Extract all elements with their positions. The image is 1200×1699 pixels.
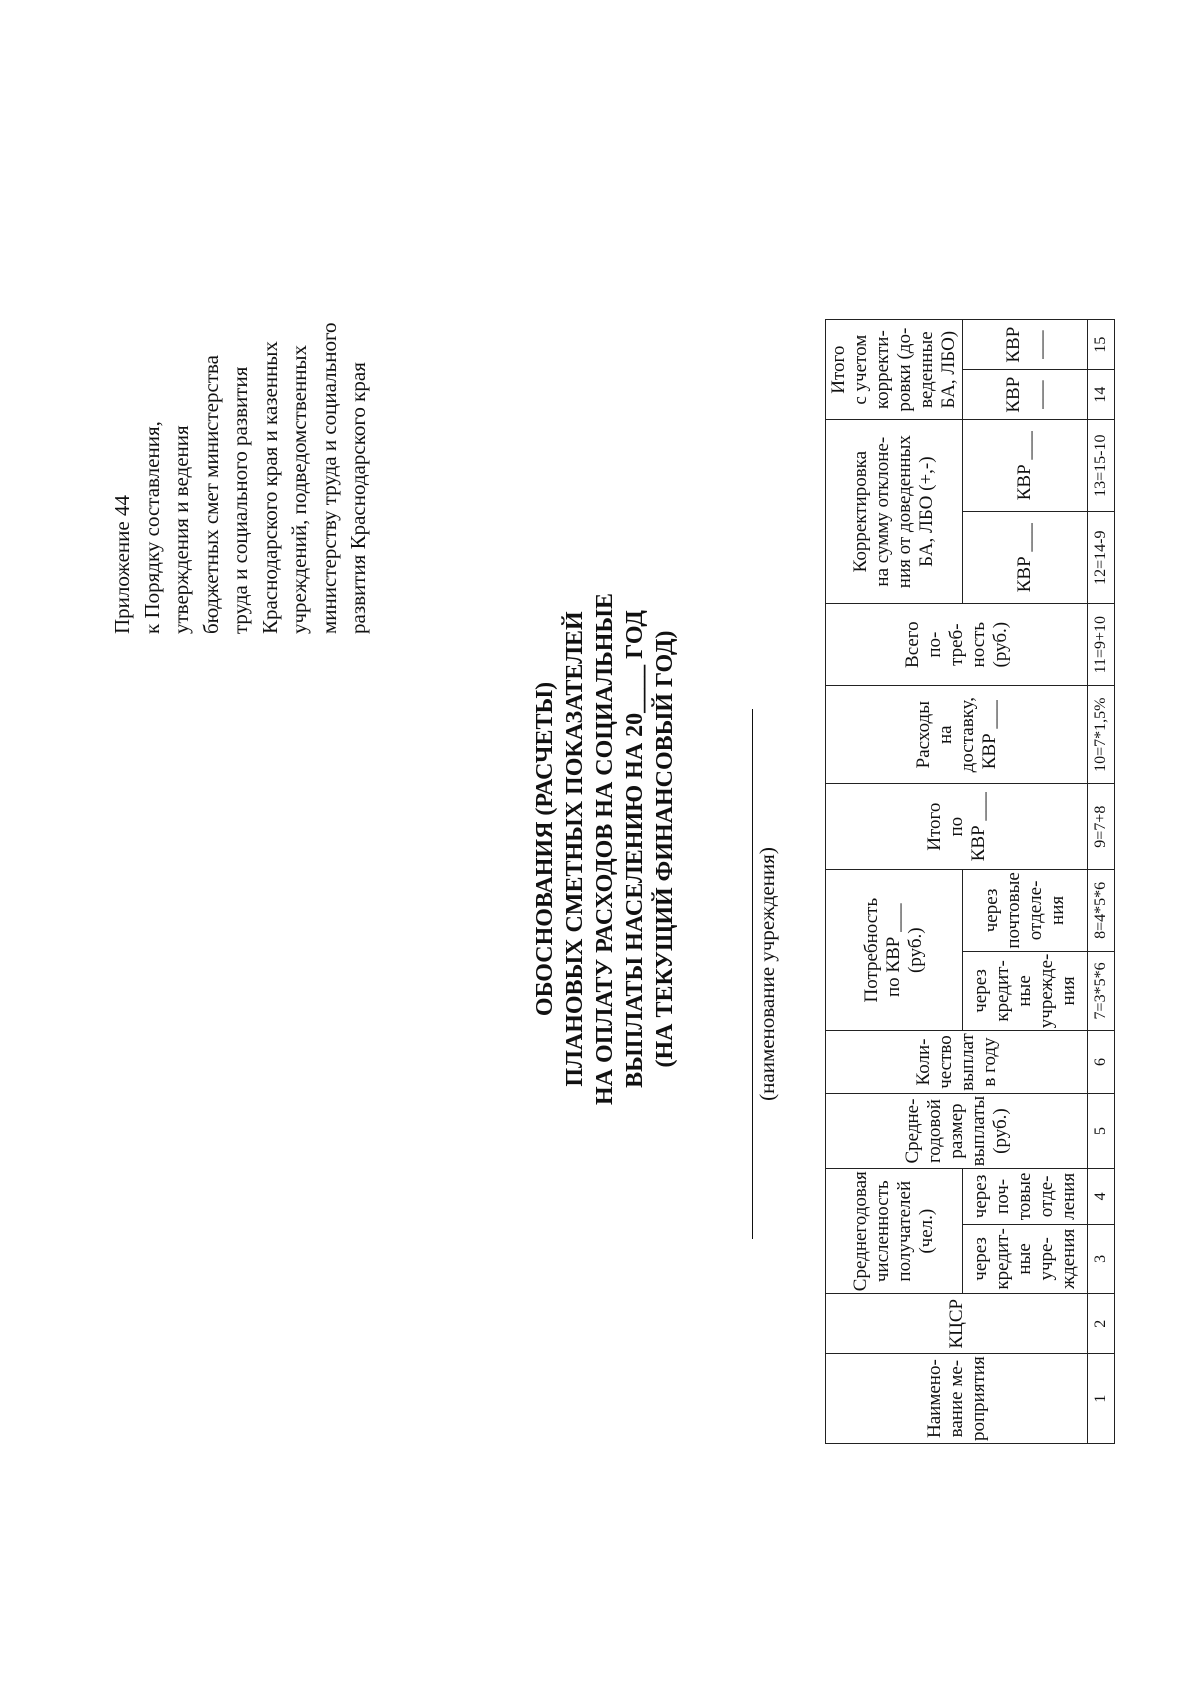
header-total-need: Всего по- треб- ность (руб.) — [826, 604, 1088, 686]
header-correction: Корректировка на сумму отклоне- ния от доведенных БА, ЛБО (+,-) — [826, 420, 963, 604]
appendix-note — [108, 164, 374, 634]
column-number: 10=7*1,5% — [1088, 686, 1115, 784]
column-number: 3 — [1088, 1224, 1115, 1294]
header-delivery-costs: Расходы на доставку, КВР ___ — [826, 686, 1088, 784]
header-need: Потребность по КВР ___ (руб.) — [826, 870, 963, 1031]
title-line: (НА ТЕКУЩИЙ ФИНАНСОВЫЙ ГОД) — [652, 630, 678, 1068]
institution-caption: (наименование учреждения) — [755, 847, 779, 1101]
appendix-line: учреждений, подведомственных — [287, 344, 311, 634]
column-number: 4 — [1088, 1169, 1115, 1224]
header-final-total: Итого с учетом корректи- ровки (до- веденные БА, ЛБО) — [826, 320, 963, 420]
header-need-post: через почтовые отделе- ния — [963, 870, 1088, 951]
header-avg-recipients: Среднегодовая численность получателей (чел.) — [826, 1169, 963, 1294]
header-need-credit: через кредит- ные учрежде- ния — [963, 951, 1088, 1031]
column-number: 11=9+10 — [1088, 604, 1115, 686]
header-correction-kvr-b: КВР ___ — [963, 420, 1088, 512]
header-correction-kvr-a: КВР ___ — [963, 512, 1088, 604]
header-final-kvr-a: КВР ___ — [963, 370, 1088, 420]
appendix-line: утверждения и ведения — [169, 425, 193, 634]
appendix-line: развития Краснодарского края — [346, 362, 370, 634]
column-number: 2 — [1088, 1294, 1115, 1354]
document-title — [530, 399, 680, 1299]
calculation-table — [825, 319, 1115, 1444]
header-final-kvr-b: КВР ___ — [963, 320, 1088, 370]
institution-name-line — [752, 709, 753, 1239]
header-avg-payment-size: Средне- годовой размер выплаты (руб.) — [826, 1093, 1088, 1168]
header-event-name: Наимено- вание ме- роприятия — [826, 1354, 1088, 1444]
appendix-line: Приложение 44 — [110, 495, 134, 634]
appendix-line: к Порядку составления, — [139, 421, 164, 634]
column-number: 8=4*5*6 — [1088, 870, 1115, 951]
header-recipients-post: через поч- товые отде- ления — [963, 1169, 1088, 1224]
header-kcsr: КЦСР — [826, 1294, 1088, 1354]
column-number: 12=14-9 — [1088, 512, 1115, 604]
column-number: 14 — [1088, 370, 1115, 420]
appendix-line: Краснодарского края и казенных — [257, 341, 282, 634]
title-line: НА ОПЛАТУ РАСХОДОВ НА СОЦИАЛЬНЫЕ — [592, 593, 618, 1105]
column-number: 1 — [1088, 1354, 1115, 1444]
title-line: ВЫПЛАТЫ НАСЕЛЕНИЮ НА 20____ ГОД — [622, 610, 648, 1088]
header-total-kvr: Итого по КВР ___ — [826, 784, 1088, 870]
header-payments-per-year: Коли- чество выплат в году — [826, 1031, 1088, 1094]
column-number: 7=3*5*6 — [1088, 951, 1115, 1031]
title-line: ОБОСНОВАНИЯ (РАСЧЕТЫ) — [532, 681, 558, 1017]
title-line: ПЛАНОВЫХ СМЕТНЫХ ПОКАЗАТЕЛЕЙ — [562, 611, 588, 1087]
column-number: 6 — [1088, 1031, 1115, 1094]
appendix-line: министерству труда и социального — [316, 322, 341, 634]
column-number: 13=15-10 — [1088, 420, 1115, 512]
appendix-line: бюджетных смет министерства — [198, 355, 223, 634]
column-number: 5 — [1088, 1093, 1115, 1168]
appendix-line: труда и социального развития — [228, 366, 252, 634]
column-number: 15 — [1088, 320, 1115, 370]
column-number: 9=7+8 — [1088, 784, 1115, 870]
header-recipients-credit: через кредит- ные учре- ждения — [963, 1224, 1088, 1294]
